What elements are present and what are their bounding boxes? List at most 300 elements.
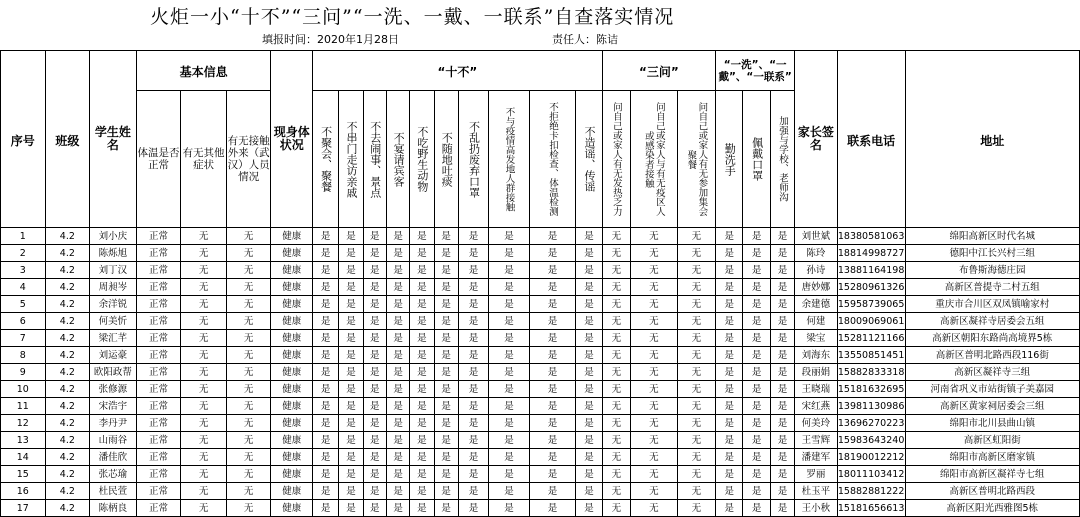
cell-yixi: 是: [743, 432, 770, 449]
cell-shibu: 是: [339, 262, 363, 279]
cell-shibu: 是: [576, 228, 602, 245]
cell-shibu: 是: [489, 330, 530, 347]
cell-health: 健康: [271, 330, 313, 347]
cell-shibu: 是: [576, 279, 602, 296]
cell-phone: 13550851451: [837, 347, 905, 364]
table-row: [1, 313, 1080, 330]
cell-class: 4.2: [45, 262, 90, 279]
table-row: [1, 347, 1080, 364]
cell-shibu: 是: [386, 398, 409, 415]
cell-name: 梁汇芊: [90, 330, 137, 347]
cell-class: 4.2: [45, 330, 90, 347]
cell-shibu: 是: [529, 262, 576, 279]
cell-shibu: 是: [312, 330, 338, 347]
cell-contact: 无: [226, 245, 271, 262]
cell-symptom: 无: [181, 432, 227, 449]
cell-phone: 15181656613: [837, 500, 905, 517]
cell-shibu: 是: [458, 245, 488, 262]
cell-yixi: 是: [770, 296, 794, 313]
cell-sanwen: 无: [631, 398, 678, 415]
cell-sanwen: 无: [631, 279, 678, 296]
cell-seq: 9: [1, 364, 46, 381]
cell-yixi: 是: [770, 364, 794, 381]
cell-health: 健康: [271, 313, 313, 330]
cell-shibu: 是: [529, 432, 576, 449]
cell-yixi: 是: [770, 466, 794, 483]
cell-shibu: 是: [434, 228, 458, 245]
header-phone: 联系电话: [837, 51, 905, 228]
cell-health: 健康: [271, 296, 313, 313]
header-shibu-10: 不造谣、传谣: [576, 91, 602, 228]
cell-shibu: 是: [339, 279, 363, 296]
cell-sanwen: 无: [631, 500, 678, 517]
cell-shibu: 是: [434, 449, 458, 466]
cell-temp: 正常: [136, 364, 181, 381]
cell-parent: 杜玉平: [795, 483, 838, 500]
cell-seq: 3: [1, 262, 46, 279]
cell-yixi: 是: [743, 313, 770, 330]
cell-shibu: 是: [410, 347, 434, 364]
cell-temp: 正常: [136, 313, 181, 330]
cell-sanwen: 无: [602, 364, 630, 381]
cell-shibu: 是: [339, 296, 363, 313]
cell-shibu: 是: [458, 262, 488, 279]
cell-yixi: 是: [743, 449, 770, 466]
cell-class: 4.2: [45, 313, 90, 330]
cell-symptom: 无: [181, 296, 227, 313]
cell-shibu: 是: [363, 483, 386, 500]
cell-contact: 无: [226, 449, 271, 466]
cell-name: 宋浩宇: [90, 398, 137, 415]
cell-class: 4.2: [45, 364, 90, 381]
cell-shibu: 是: [529, 330, 576, 347]
cell-shibu: 是: [434, 279, 458, 296]
cell-name: 张修源: [90, 381, 137, 398]
cell-yixi: 是: [716, 398, 743, 415]
cell-seq: 8: [1, 347, 46, 364]
cell-contact: 无: [226, 381, 271, 398]
cell-shibu: 是: [458, 279, 488, 296]
table-row: [1, 466, 1080, 483]
cell-sanwen: 无: [677, 279, 715, 296]
cell-yixi: 是: [743, 262, 770, 279]
cell-yixi: 是: [743, 228, 770, 245]
cell-sanwen: 无: [602, 245, 630, 262]
cell-shibu: 是: [434, 262, 458, 279]
cell-symptom: 无: [181, 279, 227, 296]
cell-health: 健康: [271, 262, 313, 279]
cell-parent: 孙诗: [795, 262, 838, 279]
cell-shibu: 是: [458, 228, 488, 245]
cell-sanwen: 无: [602, 500, 630, 517]
header-shibu-3: 不去闹事、景点: [363, 91, 386, 228]
cell-contact: 无: [226, 347, 271, 364]
cell-yixi: 是: [716, 483, 743, 500]
cell-shibu: 是: [410, 245, 434, 262]
cell-class: 4.2: [45, 432, 90, 449]
cell-contact: 无: [226, 279, 271, 296]
cell-parent: 唐妙娜: [795, 279, 838, 296]
cell-yixi: 是: [716, 296, 743, 313]
cell-sanwen: 无: [631, 313, 678, 330]
cell-temp: 正常: [136, 245, 181, 262]
cell-shibu: 是: [312, 245, 338, 262]
cell-phone: 15882833318: [837, 364, 905, 381]
cell-shibu: 是: [339, 415, 363, 432]
cell-shibu: 是: [339, 466, 363, 483]
cell-sanwen: 无: [631, 245, 678, 262]
cell-health: 健康: [271, 449, 313, 466]
cell-class: 4.2: [45, 347, 90, 364]
cell-temp: 正常: [136, 466, 181, 483]
cell-yixi: 是: [743, 245, 770, 262]
cell-shibu: 是: [489, 262, 530, 279]
cell-seq: 12: [1, 415, 46, 432]
cell-shibu: 是: [434, 432, 458, 449]
cell-shibu: 是: [434, 466, 458, 483]
header-parent: 家长签名: [795, 51, 838, 228]
cell-shibu: 是: [386, 381, 409, 398]
header-shibu-6: 不随地吐痰: [434, 91, 458, 228]
cell-class: 4.2: [45, 245, 90, 262]
cell-seq: 4: [1, 279, 46, 296]
cell-yixi: 是: [743, 398, 770, 415]
cell-yixi: 是: [716, 347, 743, 364]
cell-temp: 正常: [136, 483, 181, 500]
cell-seq: 5: [1, 296, 46, 313]
header-contact: 有无接触外来（武汉）人员情况: [226, 91, 271, 228]
cell-class: 4.2: [45, 381, 90, 398]
cell-sanwen: 无: [677, 432, 715, 449]
cell-class: 4.2: [45, 415, 90, 432]
cell-shibu: 是: [458, 381, 488, 398]
header-shibu-1: 不聚会、聚餐: [312, 91, 338, 228]
cell-sanwen: 无: [677, 313, 715, 330]
cell-yixi: 是: [743, 364, 770, 381]
cell-yixi: 是: [716, 262, 743, 279]
cell-shibu: 是: [529, 449, 576, 466]
cell-symptom: 无: [181, 398, 227, 415]
cell-sanwen: 无: [602, 313, 630, 330]
cell-shibu: 是: [576, 262, 602, 279]
cell-shibu: 是: [410, 432, 434, 449]
cell-shibu: 是: [458, 398, 488, 415]
cell-name: 刘运豪: [90, 347, 137, 364]
cell-parent: 王小秋: [795, 500, 838, 517]
cell-shibu: 是: [312, 483, 338, 500]
cell-shibu: 是: [529, 381, 576, 398]
cell-sanwen: 无: [602, 381, 630, 398]
cell-shibu: 是: [410, 262, 434, 279]
header-shibu-9: 不拒绝卡扣检查、体温检测: [529, 91, 576, 228]
cell-shibu: 是: [489, 228, 530, 245]
cell-address: 高新区凝祥寺三组: [905, 364, 1079, 381]
cell-parent: 何美玲: [795, 415, 838, 432]
cell-seq: 11: [1, 398, 46, 415]
fill-date: 填报时间：2020年1月28日: [262, 33, 399, 46]
cell-contact: 无: [226, 466, 271, 483]
cell-shibu: 是: [529, 279, 576, 296]
cell-phone: 15958739065: [837, 296, 905, 313]
cell-symptom: 无: [181, 228, 227, 245]
header-address: 地址: [905, 51, 1079, 228]
cell-shibu: 是: [410, 364, 434, 381]
cell-address: 高新区黄家祠居委会三组: [905, 398, 1079, 415]
cell-shibu: 是: [529, 228, 576, 245]
cell-shibu: 是: [434, 245, 458, 262]
cell-shibu: 是: [410, 381, 434, 398]
cell-parent: 梁宝: [795, 330, 838, 347]
cell-shibu: 是: [363, 330, 386, 347]
cell-yixi: 是: [743, 483, 770, 500]
cell-contact: 无: [226, 415, 271, 432]
cell-contact: 无: [226, 364, 271, 381]
cell-shibu: 是: [489, 500, 530, 517]
table-row: [1, 483, 1080, 500]
cell-phone: 15280961326: [837, 279, 905, 296]
cell-shibu: 是: [386, 296, 409, 313]
cell-shibu: 是: [312, 347, 338, 364]
cell-yixi: 是: [716, 313, 743, 330]
cell-shibu: 是: [576, 449, 602, 466]
cell-shibu: 是: [576, 432, 602, 449]
cell-temp: 正常: [136, 398, 181, 415]
header-shibu: “十不”: [312, 51, 602, 91]
cell-symptom: 无: [181, 347, 227, 364]
cell-health: 健康: [271, 245, 313, 262]
cell-sanwen: 无: [602, 415, 630, 432]
cell-symptom: 无: [181, 262, 227, 279]
cell-phone: 15983643240: [837, 432, 905, 449]
cell-symptom: 无: [181, 245, 227, 262]
cell-sanwen: 无: [677, 449, 715, 466]
table-row: [1, 381, 1080, 398]
cell-class: 4.2: [45, 279, 90, 296]
cell-shibu: 是: [363, 313, 386, 330]
cell-shibu: 是: [363, 347, 386, 364]
cell-health: 健康: [271, 228, 313, 245]
cell-temp: 正常: [136, 449, 181, 466]
cell-shibu: 是: [312, 296, 338, 313]
cell-shibu: 是: [529, 296, 576, 313]
header-temp: 体温是否正常: [136, 91, 181, 228]
cell-yixi: 是: [743, 279, 770, 296]
page-title: 火炬一小“十不”“三问”“一洗、一戴、一联系”自查落实情况: [150, 6, 675, 28]
self-check-table: [0, 50, 1080, 517]
cell-name: 欧阳政帮: [90, 364, 137, 381]
cell-sanwen: 无: [631, 415, 678, 432]
cell-shibu: 是: [410, 228, 434, 245]
cell-parent: 段丽娟: [795, 364, 838, 381]
cell-health: 健康: [271, 381, 313, 398]
cell-shibu: 是: [576, 466, 602, 483]
cell-shibu: 是: [458, 330, 488, 347]
cell-yixi: 是: [770, 245, 794, 262]
cell-shibu: 是: [386, 313, 409, 330]
cell-health: 健康: [271, 415, 313, 432]
cell-shibu: 是: [386, 330, 409, 347]
header-shibu-4: 不宴请宾客: [386, 91, 409, 228]
cell-shibu: 是: [339, 483, 363, 500]
cell-seq: 6: [1, 313, 46, 330]
cell-shibu: 是: [576, 483, 602, 500]
cell-shibu: 是: [386, 432, 409, 449]
cell-shibu: 是: [312, 228, 338, 245]
cell-yixi: 是: [716, 449, 743, 466]
cell-shibu: 是: [529, 364, 576, 381]
cell-shibu: 是: [339, 364, 363, 381]
cell-shibu: 是: [339, 313, 363, 330]
cell-yixi: 是: [743, 500, 770, 517]
cell-shibu: 是: [489, 245, 530, 262]
cell-health: 健康: [271, 466, 313, 483]
cell-shibu: 是: [386, 245, 409, 262]
cell-class: 4.2: [45, 296, 90, 313]
cell-address: 高新区朝阳东路尚高境界5栋: [905, 330, 1079, 347]
cell-shibu: 是: [489, 313, 530, 330]
cell-phone: 13981130986: [837, 398, 905, 415]
cell-address: 绵阳市高新区磨家镇: [905, 449, 1079, 466]
cell-contact: 无: [226, 398, 271, 415]
cell-sanwen: 无: [602, 398, 630, 415]
cell-class: 4.2: [45, 398, 90, 415]
table-row: [1, 262, 1080, 279]
cell-shibu: 是: [339, 500, 363, 517]
header-symptom: 有无其他症状: [181, 91, 227, 228]
cell-shibu: 是: [386, 500, 409, 517]
cell-shibu: 是: [529, 415, 576, 432]
cell-parent: 刘海东: [795, 347, 838, 364]
cell-yixi: 是: [716, 500, 743, 517]
cell-shibu: 是: [339, 381, 363, 398]
cell-shibu: 是: [339, 330, 363, 347]
cell-seq: 7: [1, 330, 46, 347]
cell-shibu: 是: [434, 296, 458, 313]
cell-symptom: 无: [181, 466, 227, 483]
table-row: [1, 279, 1080, 296]
cell-shibu: 是: [434, 415, 458, 432]
cell-shibu: 是: [363, 364, 386, 381]
cell-shibu: 是: [489, 449, 530, 466]
cell-shibu: 是: [489, 398, 530, 415]
table-row: [1, 330, 1080, 347]
cell-parent: 何建: [795, 313, 838, 330]
cell-sanwen: 无: [677, 330, 715, 347]
cell-phone: 18814998727: [837, 245, 905, 262]
cell-shibu: 是: [312, 364, 338, 381]
cell-name: 陈柄良: [90, 500, 137, 517]
cell-shibu: 是: [312, 381, 338, 398]
cell-symptom: 无: [181, 313, 227, 330]
cell-name: 陈烁旭: [90, 245, 137, 262]
cell-sanwen: 无: [602, 279, 630, 296]
cell-yixi: 是: [770, 279, 794, 296]
responsible-person: 责任人：陈诘: [552, 33, 618, 46]
cell-name: 何美忻: [90, 313, 137, 330]
cell-shibu: 是: [386, 415, 409, 432]
cell-phone: 13696270223: [837, 415, 905, 432]
cell-parent: 王晓瑞: [795, 381, 838, 398]
cell-address: 绵阳高新区时代名城: [905, 228, 1079, 245]
cell-shibu: 是: [312, 500, 338, 517]
cell-seq: 10: [1, 381, 46, 398]
cell-yixi: 是: [716, 245, 743, 262]
cell-shibu: 是: [410, 483, 434, 500]
cell-contact: 无: [226, 313, 271, 330]
cell-sanwen: 无: [677, 364, 715, 381]
cell-symptom: 无: [181, 330, 227, 347]
cell-contact: 无: [226, 330, 271, 347]
cell-shibu: 是: [434, 500, 458, 517]
cell-shibu: 是: [458, 466, 488, 483]
cell-yixi: 是: [770, 483, 794, 500]
cell-health: 健康: [271, 398, 313, 415]
cell-temp: 正常: [136, 500, 181, 517]
cell-shibu: 是: [458, 432, 488, 449]
cell-yixi: 是: [716, 432, 743, 449]
header-class: 班级: [45, 51, 90, 228]
cell-shibu: 是: [386, 466, 409, 483]
cell-phone: 15882881222: [837, 483, 905, 500]
cell-address: 高新区普明北路西段116街: [905, 347, 1079, 364]
cell-yixi: 是: [743, 466, 770, 483]
cell-shibu: 是: [576, 500, 602, 517]
cell-shibu: 是: [312, 279, 338, 296]
cell-sanwen: 无: [631, 466, 678, 483]
cell-sanwen: 无: [631, 347, 678, 364]
cell-shibu: 是: [576, 398, 602, 415]
cell-shibu: 是: [489, 466, 530, 483]
cell-temp: 正常: [136, 228, 181, 245]
cell-seq: 17: [1, 500, 46, 517]
cell-shibu: 是: [363, 245, 386, 262]
cell-shibu: 是: [576, 364, 602, 381]
header-sanwen-3: 问自己或家人有无参加集会聚餐: [677, 91, 715, 228]
header-sanwen: “三问”: [602, 51, 715, 91]
cell-sanwen: 无: [677, 415, 715, 432]
cell-name: 张芯瑜: [90, 466, 137, 483]
cell-yixi: 是: [716, 466, 743, 483]
cell-shibu: 是: [363, 432, 386, 449]
cell-address: 高新区普提寺二村五组: [905, 279, 1079, 296]
cell-parent: 王雪辉: [795, 432, 838, 449]
cell-shibu: 是: [386, 449, 409, 466]
cell-shibu: 是: [312, 313, 338, 330]
cell-sanwen: 无: [631, 228, 678, 245]
cell-shibu: 是: [410, 449, 434, 466]
cell-shibu: 是: [458, 449, 488, 466]
cell-shibu: 是: [363, 296, 386, 313]
cell-shibu: 是: [363, 228, 386, 245]
cell-shibu: 是: [458, 483, 488, 500]
cell-yixi: 是: [716, 381, 743, 398]
cell-shibu: 是: [434, 347, 458, 364]
table-row: [1, 415, 1080, 432]
cell-temp: 正常: [136, 262, 181, 279]
header-shibu-5: 不吃野生动物: [410, 91, 434, 228]
cell-class: 4.2: [45, 449, 90, 466]
cell-sanwen: 无: [677, 483, 715, 500]
cell-shibu: 是: [434, 364, 458, 381]
cell-shibu: 是: [410, 398, 434, 415]
cell-sanwen: 无: [677, 347, 715, 364]
cell-shibu: 是: [576, 313, 602, 330]
cell-shibu: 是: [312, 449, 338, 466]
cell-symptom: 无: [181, 364, 227, 381]
cell-sanwen: 无: [602, 296, 630, 313]
cell-shibu: 是: [410, 415, 434, 432]
cell-shibu: 是: [434, 313, 458, 330]
